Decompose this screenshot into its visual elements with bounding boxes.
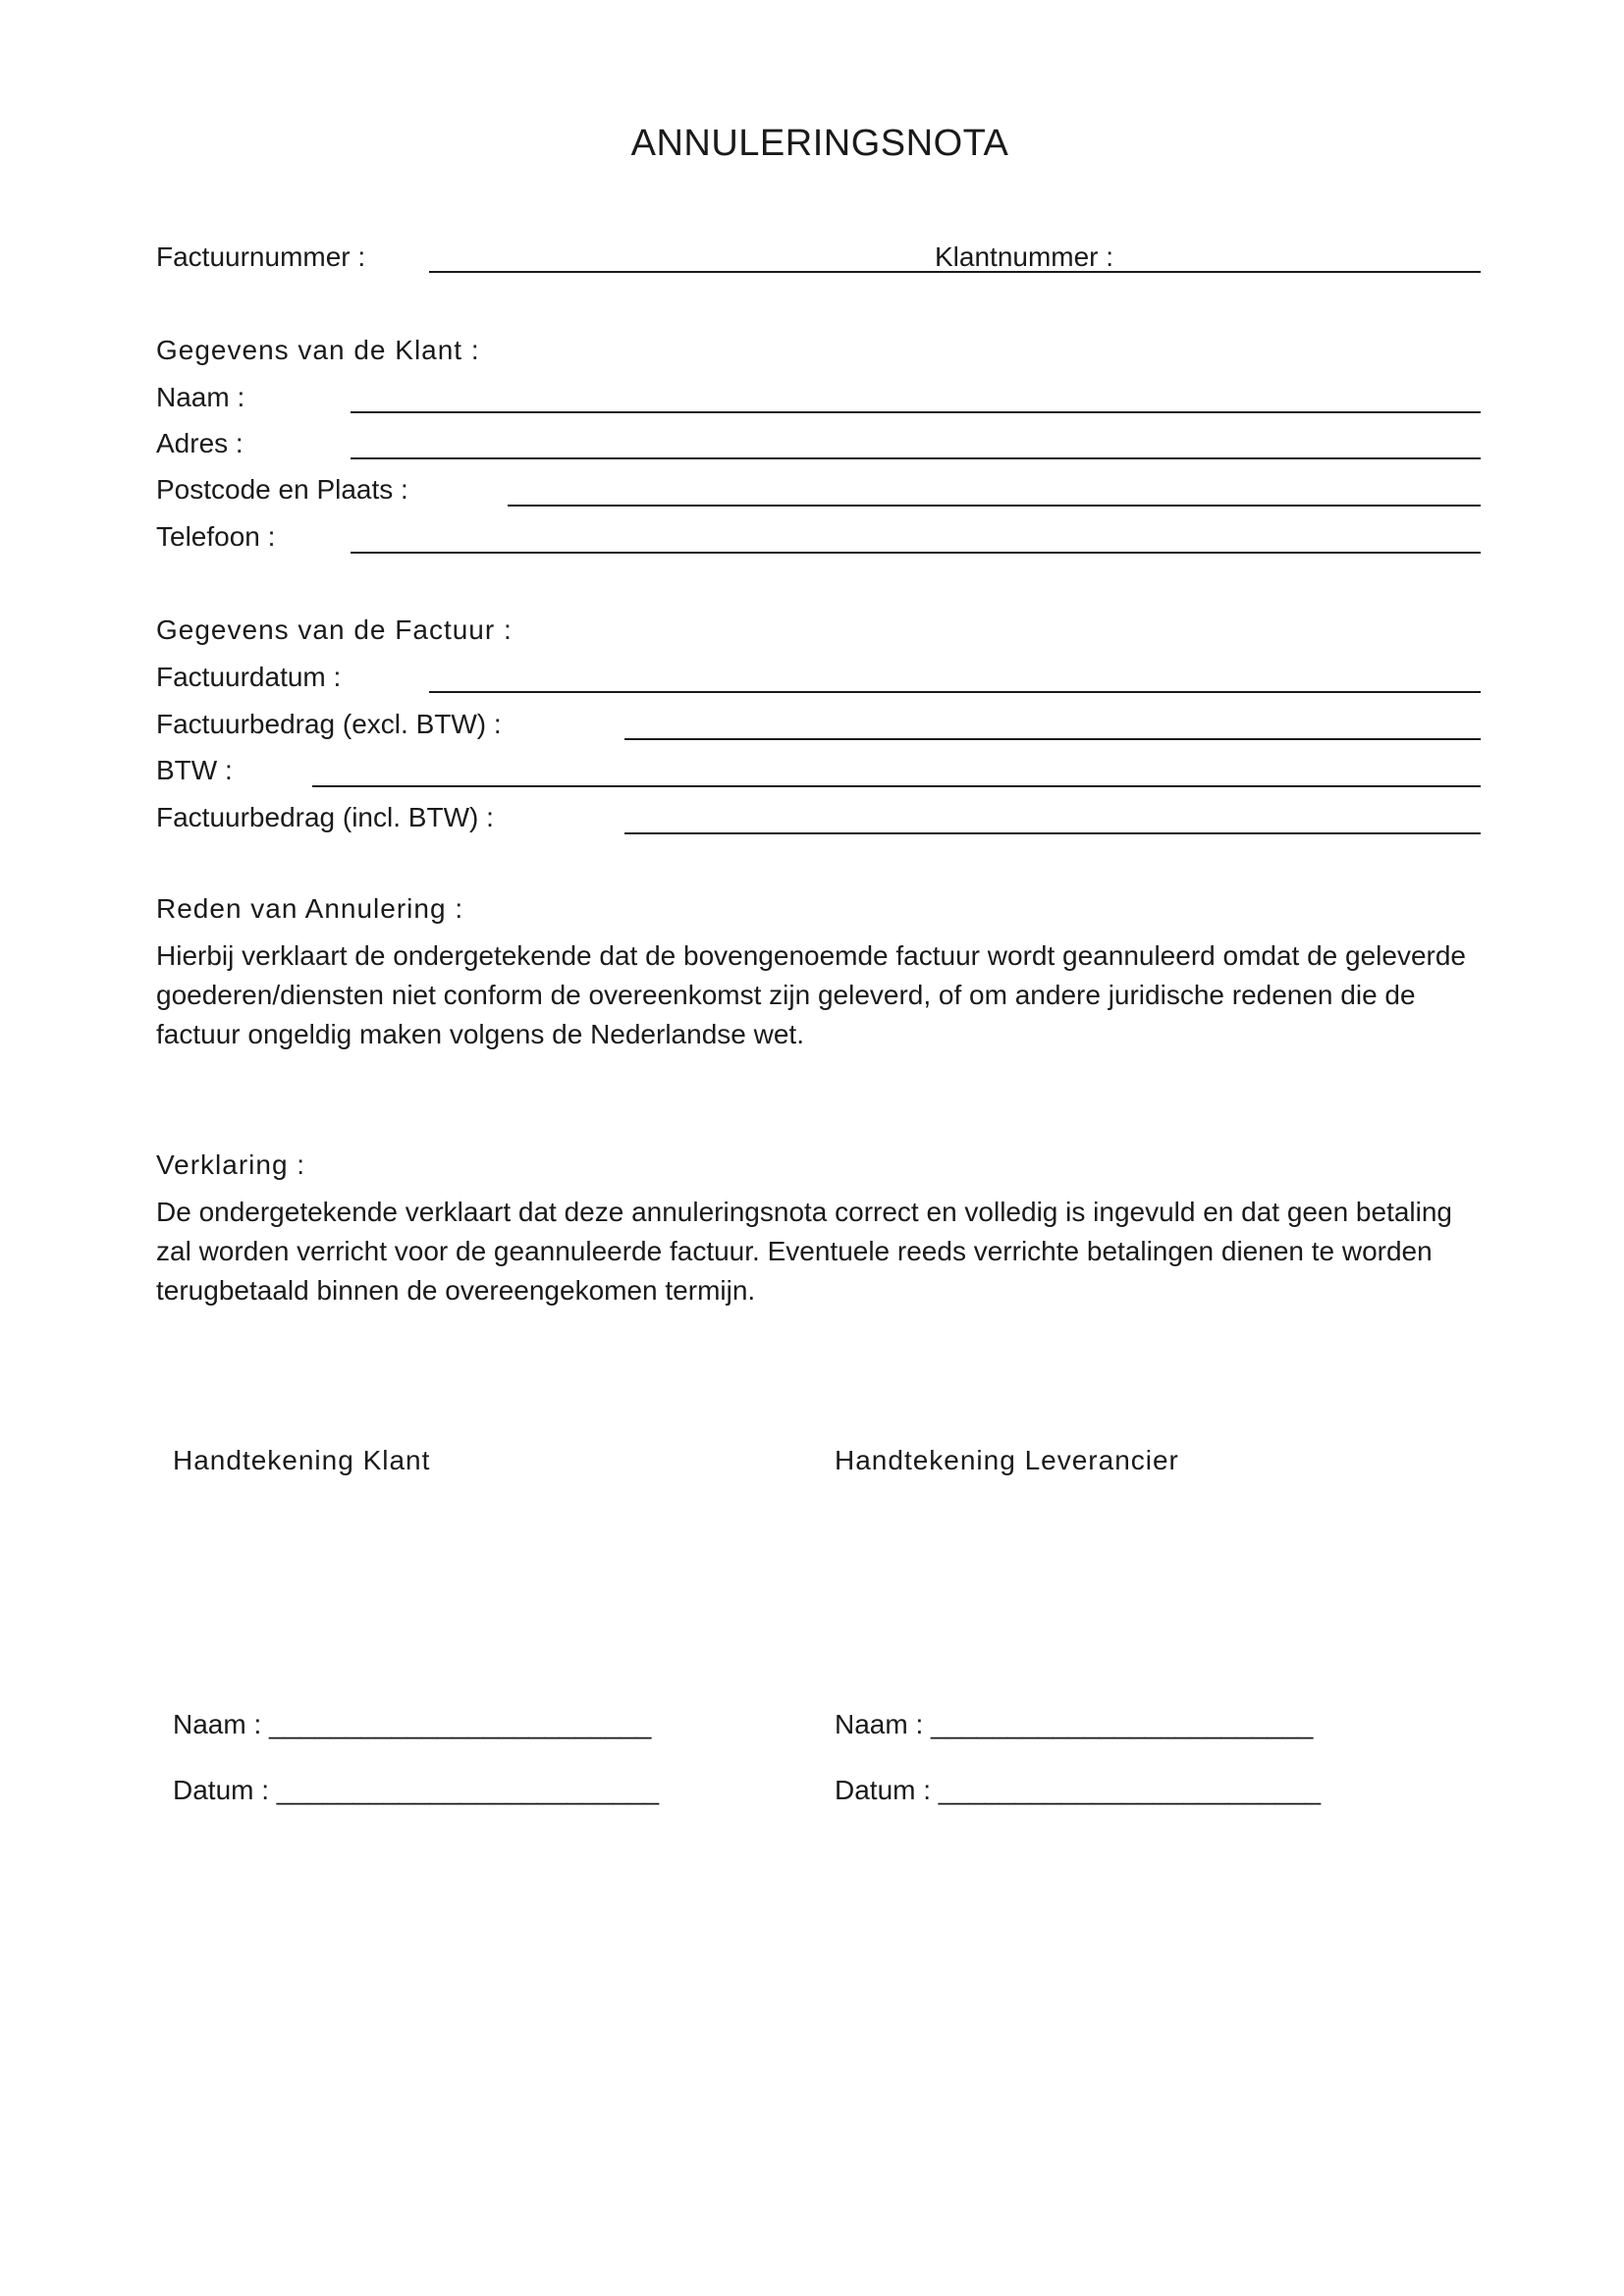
btw-field[interactable]	[312, 785, 1481, 787]
naam-field[interactable]	[351, 411, 1481, 413]
signature-leverancier-heading: Handtekening Leverancier	[835, 1445, 1179, 1475]
adres-field[interactable]	[351, 457, 1481, 459]
factuurnummer-label: Factuurnummer :	[156, 241, 366, 272]
bedrag-incl-field[interactable]	[624, 832, 1481, 834]
reden-line: goederen/diensten niet conform de overeenkomst zijn geleverd, of om andere juridische redenen die de	[156, 980, 1416, 1010]
klant-naam-line[interactable]: Naam : _________________________	[173, 1709, 652, 1739]
btw-label: BTW :	[156, 755, 233, 785]
reden-section-heading: Reden van Annulering :	[156, 893, 464, 924]
leverancier-naam-line[interactable]: Naam : _________________________	[835, 1709, 1314, 1739]
reden-line: factuur ongeldig maken volgens de Nederlandse wet.	[156, 1019, 804, 1049]
telefoon-field[interactable]	[351, 552, 1481, 554]
postcode-field[interactable]	[508, 505, 1481, 507]
klant-datum-line[interactable]: Datum : _________________________	[173, 1775, 660, 1805]
reden-paragraph	[156, 936, 1491, 1054]
factuur-section-heading: Gegevens van de Factuur :	[156, 614, 513, 645]
bedrag-incl-label: Factuurbedrag (incl. BTW) :	[156, 802, 494, 832]
verklaring-line: De ondergetekende verklaart dat deze annuleringsnota correct en volledig is ingevuld en dat geen betaling	[156, 1197, 1453, 1227]
postcode-label: Postcode en Plaats :	[156, 474, 408, 505]
leverancier-datum-line[interactable]: Datum : _________________________	[835, 1775, 1322, 1805]
klantnummer-label: Klantnummer :	[935, 243, 1119, 271]
verklaring-line: terugbetaald binnen de overeengekomen termijn.	[156, 1275, 756, 1306]
klant-section-heading: Gegevens van de Klant :	[156, 335, 480, 365]
factuurdatum-label: Factuurdatum :	[156, 662, 342, 692]
reden-line: Hierbij verklaart de ondergetekende dat de bovengenoemde factuur wordt geannuleerd omdat de geleverde	[156, 940, 1467, 971]
verklaring-line: zal worden verricht voor de geannuleerde factuur. Eventuele reeds verrichte betalingen dienen te worden	[156, 1236, 1433, 1266]
telefoon-label: Telefoon :	[156, 521, 276, 552]
document-title: ANNULERINGSNOTA	[630, 123, 1009, 164]
adres-label: Adres :	[156, 428, 244, 458]
bedrag-excl-label: Factuurbedrag (excl. BTW) :	[156, 709, 502, 739]
verklaring-paragraph	[156, 1193, 1491, 1310]
bedrag-excl-field[interactable]	[624, 738, 1481, 740]
factuurdatum-field[interactable]	[429, 691, 1481, 693]
verklaring-section-heading: Verklaring :	[156, 1149, 306, 1180]
naam-label: Naam :	[156, 382, 245, 412]
signature-klant-heading: Handtekening Klant	[173, 1445, 431, 1475]
